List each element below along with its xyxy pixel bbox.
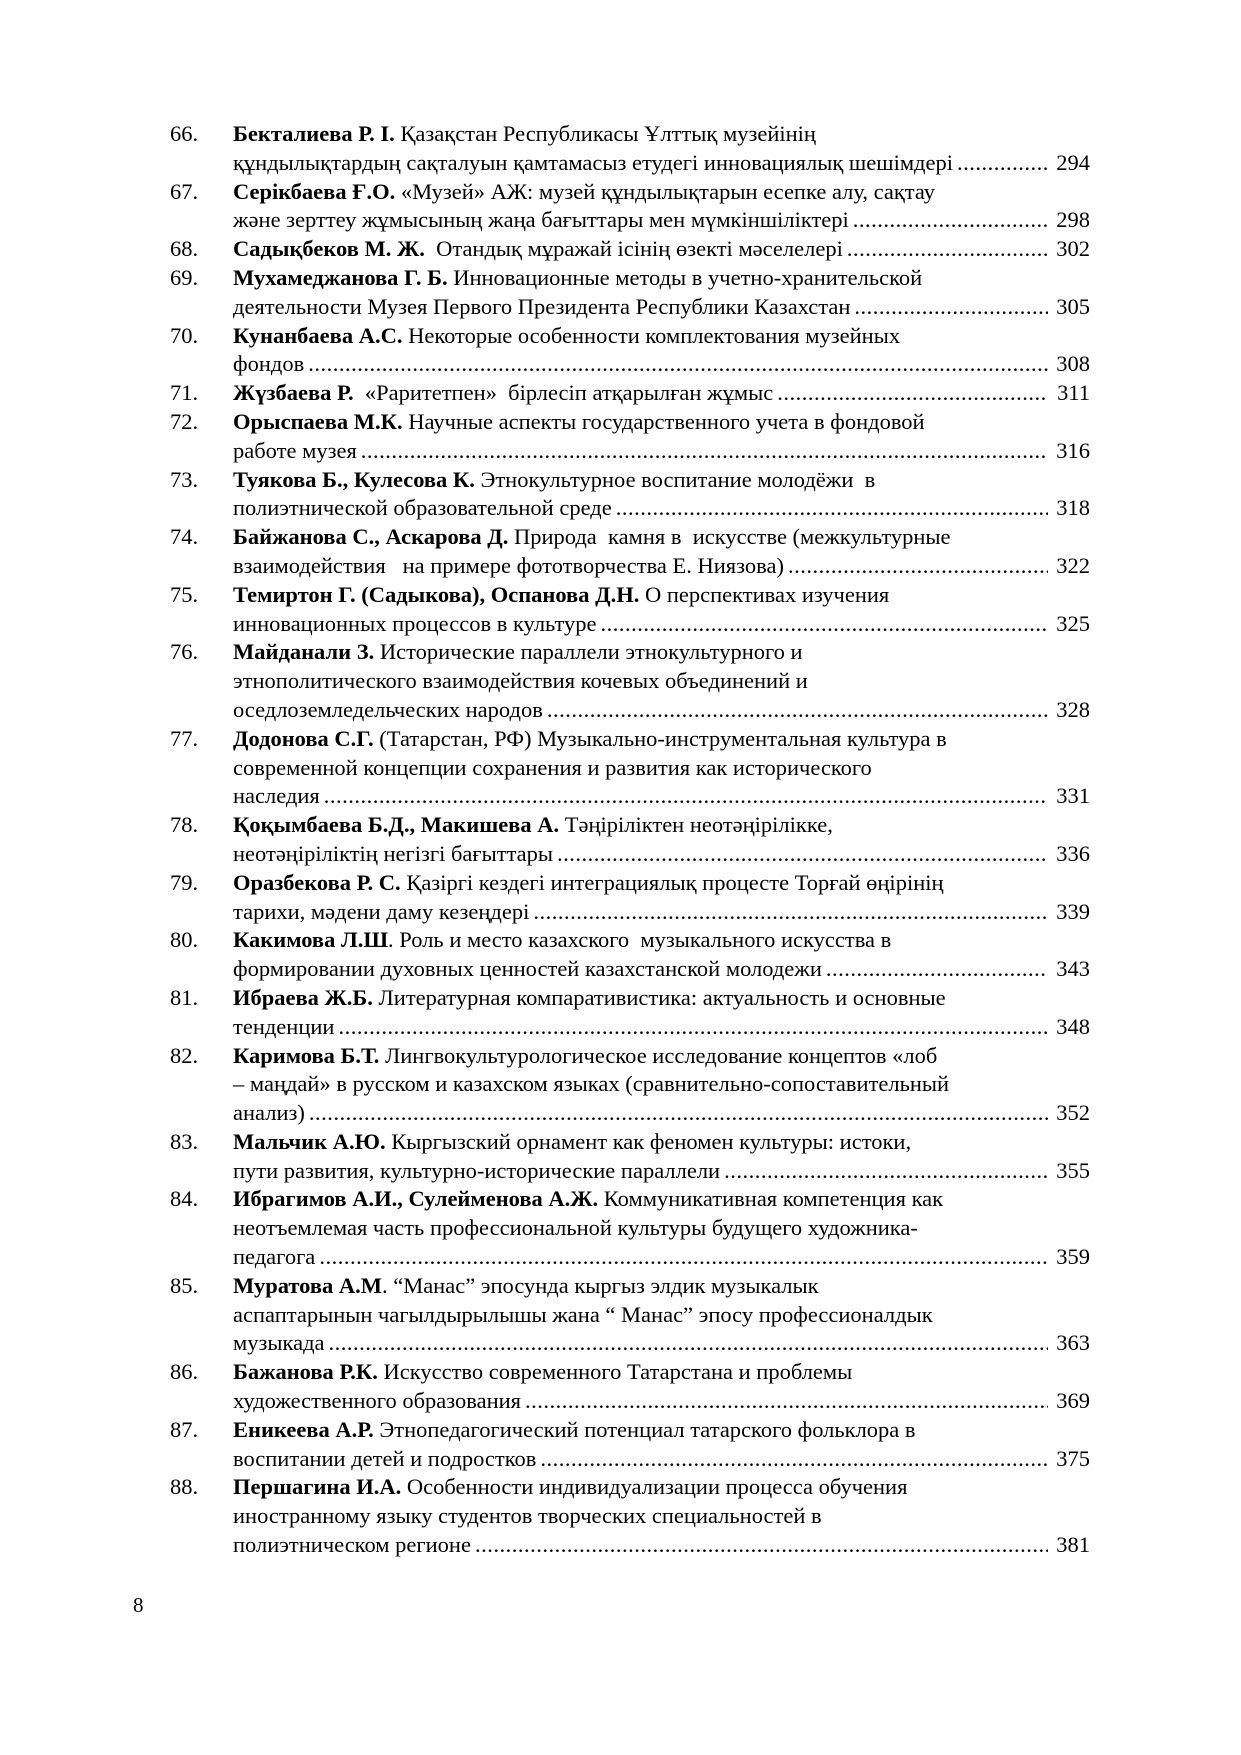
- entry-title: [233, 264, 1048, 322]
- entry-author: Додонова С.Г.: [233, 725, 374, 751]
- dot-leader: [557, 840, 1048, 869]
- toc-entry: [170, 811, 1090, 869]
- entry-text: . Роль и место казахского музыкального искусства в: [388, 927, 892, 953]
- entry-number: 77.: [170, 725, 199, 751]
- entry-text: наследия: [233, 783, 320, 809]
- entry-line: [233, 1445, 1048, 1474]
- entry-text: Қазақстан Республикасы Ұлттық музейінің: [394, 121, 816, 146]
- entry-number: 79.: [170, 869, 199, 895]
- toc-entry: [170, 725, 1090, 811]
- entry-text: Искусство современного Татарстана и проблемы: [377, 1359, 853, 1385]
- entry-page: 322: [1056, 552, 1090, 578]
- entry-text: Природа камня в искусстве (межкультурные: [508, 524, 951, 550]
- entry-line: [233, 581, 1048, 610]
- entry-text: взаимодействия на примере фототворчества Е. Ниязова): [233, 552, 784, 578]
- entry-number: 82.: [170, 1042, 199, 1068]
- toc-entry: [170, 1042, 1090, 1128]
- dot-leader: [309, 1099, 1048, 1128]
- toc-entry: [170, 984, 1090, 1042]
- entry-text: Этнопедагогический потенциал татарского фольклора в: [373, 1416, 916, 1442]
- entry-line: [233, 1358, 1048, 1387]
- dot-leader: [533, 898, 1048, 927]
- entry-text: Тәңіріліктен неотәңірілікке,: [559, 812, 833, 838]
- entry-title: [233, 581, 1048, 639]
- entry-title: [233, 638, 1048, 724]
- entry-line: [233, 1042, 1048, 1071]
- entry-line: [233, 1387, 1048, 1416]
- entry-author: Мальчик А.Ю.: [233, 1128, 386, 1154]
- entry-line: [233, 926, 1048, 955]
- entry-line: [233, 610, 1048, 639]
- toc-entry: [170, 1185, 1090, 1271]
- entry-line: [233, 1301, 1048, 1330]
- entry-text: «Музей» АЖ: музей құндылықтарын есепке алу, сақтау: [395, 178, 935, 204]
- entry-author: Туякова Б., Кулесова К.: [233, 466, 475, 492]
- entry-number: 71.: [170, 380, 199, 406]
- entry-text: неотъемлемая часть профессиональной культуры будущего художника-: [233, 1215, 918, 1241]
- entry-number: 88.: [170, 1474, 199, 1500]
- toc-entry: [170, 408, 1090, 466]
- entry-author: Какимова Л.Ш: [233, 927, 389, 953]
- dot-leader: [525, 1387, 1048, 1416]
- entry-title: [233, 725, 1048, 811]
- entry-line: [233, 840, 1048, 869]
- toc-entry: [170, 1416, 1090, 1474]
- entry-page: 363: [1056, 1330, 1090, 1356]
- entry-text: Некоторые особенности комплектования музейных: [402, 322, 901, 348]
- toc-entry: [170, 523, 1090, 581]
- dot-leader: [319, 1243, 1048, 1272]
- entry-page: 325: [1056, 610, 1090, 636]
- entry-page: 339: [1056, 898, 1090, 924]
- entry-page: 298: [1056, 207, 1090, 233]
- entry-text: тенденции: [233, 1013, 335, 1039]
- dot-leader: [324, 782, 1048, 811]
- entry-text: пути развития, культурно-исторические параллели: [233, 1157, 721, 1183]
- entry-line: [233, 984, 1048, 1013]
- dot-leader: [724, 1157, 1048, 1186]
- toc-entry: [170, 264, 1090, 322]
- entry-title: [233, 1042, 1048, 1128]
- entry-author: Бекталиева Р. І.: [233, 121, 395, 146]
- entry-number: 70.: [170, 322, 199, 348]
- entry-text: О перспективах изучения: [639, 581, 890, 607]
- entry-author: Байжанова С., Аскарова Д.: [233, 524, 509, 550]
- entry-number: 81.: [170, 984, 199, 1010]
- entry-page: 311: [1057, 380, 1090, 406]
- dot-leader: [547, 696, 1048, 725]
- entry-line: [233, 1329, 1048, 1358]
- entry-text: Кыргызский орнамент как феномен культуры: истоки,: [385, 1128, 912, 1154]
- toc-entry: [170, 638, 1090, 724]
- entry-text: оседлоземледельческих народов: [233, 696, 543, 722]
- entry-line: [233, 1157, 1048, 1186]
- entry-line: [233, 1502, 1048, 1531]
- entry-text: фондов: [233, 351, 305, 377]
- dot-leader: [540, 1445, 1048, 1474]
- entry-title: [233, 523, 1048, 581]
- entry-title: [233, 1128, 1048, 1186]
- entry-line: [233, 667, 1048, 696]
- toc-entry: [170, 1473, 1090, 1559]
- entry-author: Серікбаева Ғ.О.: [233, 178, 396, 204]
- dot-leader: [777, 379, 1048, 408]
- entry-line: [233, 782, 1048, 811]
- entry-number: 72.: [170, 408, 199, 434]
- entry-page: 336: [1056, 840, 1090, 866]
- dot-leader: [308, 350, 1048, 379]
- entry-page: 352: [1056, 1100, 1090, 1126]
- entry-text: аспаптарынын чагылдырылышы жана “ Манас” эпосу профессионалдык: [233, 1301, 933, 1327]
- entry-line: [233, 120, 1048, 149]
- entry-page: 331: [1056, 783, 1090, 809]
- entry-line: [233, 1531, 1048, 1560]
- entry-number: 76.: [170, 639, 199, 665]
- entry-number: 87.: [170, 1416, 199, 1442]
- entry-title: [233, 322, 1048, 380]
- entry-page: 355: [1056, 1157, 1090, 1183]
- entry-line: [233, 1214, 1048, 1243]
- entry-text: музыкада: [233, 1330, 325, 1356]
- entry-number: 84.: [170, 1186, 199, 1212]
- entry-line: [233, 264, 1048, 293]
- entry-title: [233, 984, 1048, 1042]
- entry-author: Ибрагимов А.И., Сулейменова А.Ж.: [233, 1186, 599, 1212]
- entry-line: [233, 1416, 1048, 1445]
- entry-text: воспитании детей и подростков: [233, 1445, 537, 1471]
- dot-leader: [329, 1329, 1048, 1358]
- entry-title: [233, 1416, 1048, 1474]
- entry-author: Каримова Б.Т.: [233, 1042, 380, 1068]
- entry-line: [233, 235, 1048, 264]
- entry-title: [233, 466, 1048, 524]
- entry-line: [233, 523, 1048, 552]
- entry-number: 74.: [170, 524, 199, 550]
- page-number: 8: [133, 1593, 144, 1617]
- entry-author: Першагина И.А.: [233, 1474, 402, 1500]
- entry-line: [233, 494, 1048, 523]
- entry-author: Оразбекова Р. С.: [233, 869, 401, 895]
- entry-page: 381: [1056, 1532, 1090, 1558]
- entry-page: 318: [1056, 495, 1090, 521]
- entry-text: тарихи, мәдени даму кезеңдері: [233, 898, 530, 924]
- entry-line: [233, 379, 1048, 408]
- entry-number: 86.: [170, 1359, 199, 1385]
- entry-title: [233, 235, 1048, 264]
- entry-line: [233, 350, 1048, 379]
- entry-line: [233, 322, 1048, 351]
- dot-leader: [826, 955, 1048, 984]
- entry-text: және зерттеу жұмысының жаңа бағыттары мен мүмкіншіліктері: [233, 207, 849, 233]
- entry-line: [233, 811, 1048, 840]
- entry-line: [233, 725, 1048, 754]
- toc-entry: [170, 466, 1090, 524]
- dot-leader: [361, 437, 1048, 466]
- toc-entry: [170, 1128, 1090, 1186]
- entry-text: Отандық мұражай ісінің өзекті мәселелері: [424, 236, 843, 262]
- entry-page: 308: [1056, 351, 1090, 377]
- entry-number: 67.: [170, 178, 199, 204]
- entry-author: Кунанбаева А.С.: [233, 322, 403, 348]
- entry-line: [233, 898, 1048, 927]
- entry-text: иностранному языку студентов творческих специальностей в: [233, 1503, 822, 1529]
- entry-line: [233, 1473, 1048, 1502]
- dot-leader: [854, 293, 1048, 322]
- entry-number: 68.: [170, 236, 199, 262]
- entry-author: Қоқымбаева Б.Д., Макишева А.: [233, 812, 560, 838]
- toc-entry: [170, 379, 1090, 408]
- entry-title: [233, 408, 1048, 466]
- entry-author: Еникеева А.Р.: [233, 1416, 374, 1442]
- entry-line: [233, 293, 1048, 322]
- entry-title: [233, 1272, 1048, 1358]
- entry-text: «Раритетпен» бірлесіп атқарылған жұмыс: [353, 380, 774, 406]
- entry-text: Қазіргі кездегі интеграциялық процесте Торғай өңірінің: [400, 869, 944, 895]
- entry-line: [233, 1128, 1048, 1157]
- dot-leader: [475, 1531, 1048, 1560]
- entry-text: работе музея: [233, 437, 357, 463]
- entry-page: 375: [1056, 1445, 1090, 1471]
- dot-leader: [957, 149, 1048, 178]
- dot-leader: [600, 610, 1048, 639]
- entry-author: Темиртон Г. (Садыкова), Оспанова Д.Н.: [233, 581, 640, 607]
- entry-text: инновационных процессов в культуре: [233, 610, 597, 636]
- entry-text: – маңдай» в русском и казахском языках (сравнительно-сопоставительный: [233, 1071, 950, 1097]
- dot-leader: [338, 1013, 1048, 1042]
- entry-author: Муратова А.М: [233, 1272, 382, 1298]
- toc-entry: [170, 1272, 1090, 1358]
- entry-text: анализ): [233, 1100, 305, 1126]
- entry-text: Этнокультурное воспитание молодёжи в: [474, 466, 876, 492]
- entry-text: Инновационные методы в учетно-хранительской: [447, 264, 923, 290]
- entry-title: [233, 379, 1048, 408]
- entry-line: [233, 638, 1048, 667]
- entry-line: [233, 149, 1048, 178]
- entry-title: [233, 869, 1048, 927]
- entry-number: 83.: [170, 1128, 199, 1154]
- entry-line: [233, 1243, 1048, 1272]
- entry-page: 369: [1056, 1388, 1090, 1414]
- entry-text: полиэтническом регионе: [233, 1532, 471, 1558]
- entry-text: Особенности индивидуализации процесса обучения: [401, 1474, 908, 1500]
- entry-text: полиэтнической образовательной среде: [233, 495, 612, 521]
- entry-title: [233, 1358, 1048, 1416]
- entry-line: [233, 408, 1048, 437]
- entry-number: 66.: [170, 121, 199, 146]
- toc-entry: [170, 120, 1090, 178]
- entry-text: этнополитического взаимодействия кочевых объединений и: [233, 668, 808, 694]
- entry-text: неотәңіріліктің негізгі бағыттары: [233, 840, 554, 866]
- entry-text: Исторические параллели этнокультурного и: [374, 639, 803, 665]
- entry-page: 328: [1056, 696, 1090, 722]
- toc-entry: [170, 926, 1090, 984]
- dot-leader: [853, 206, 1048, 235]
- entry-page: 343: [1056, 956, 1090, 982]
- entry-author: Ибраева Ж.Б.: [233, 984, 373, 1010]
- entry-number: 73.: [170, 466, 199, 492]
- entry-number: 75.: [170, 581, 199, 607]
- entry-title: [233, 1185, 1048, 1271]
- entry-text: Лингвокультурологическое исследование концептов «лоб: [379, 1042, 938, 1068]
- entry-line: [233, 955, 1048, 984]
- toc-entry: [170, 322, 1090, 380]
- entry-title: [233, 811, 1048, 869]
- entry-line: [233, 206, 1048, 235]
- entry-title: [233, 926, 1048, 984]
- entry-author: Бажанова Р.К.: [233, 1359, 378, 1385]
- entry-text: художественного образования: [233, 1388, 522, 1414]
- toc-entry: [170, 1358, 1090, 1416]
- dot-leader: [616, 494, 1048, 523]
- toc-entry: [170, 178, 1090, 236]
- entry-author: Орыспаева М.К.: [233, 408, 403, 434]
- entry-line: [233, 754, 1048, 783]
- entry-text: формировании духовных ценностей казахстанской молодежи: [233, 956, 822, 982]
- entry-number: 69.: [170, 264, 199, 290]
- entry-line: [233, 1272, 1048, 1301]
- entry-page: 302: [1056, 236, 1090, 262]
- toc-entry: [170, 235, 1090, 264]
- toc-entry: [170, 581, 1090, 639]
- entry-author: Садықбеков М. Ж.: [233, 236, 425, 262]
- table-of-contents: [170, 120, 1090, 1560]
- entry-line: [233, 1185, 1048, 1214]
- entry-line: [233, 696, 1048, 725]
- toc-entry: [170, 869, 1090, 927]
- dot-leader: [847, 235, 1048, 264]
- entry-text: современной концепции сохранения и развития как исторического: [233, 754, 872, 780]
- entry-text: педагога: [233, 1244, 316, 1270]
- entry-page: 294: [1056, 149, 1090, 175]
- entry-line: [233, 1013, 1048, 1042]
- entry-line: [233, 466, 1048, 495]
- entry-number: 78.: [170, 812, 199, 838]
- entry-text: Литературная компаративистика: актуальность и основные: [372, 984, 946, 1010]
- entry-author: Жүзбаева Р.: [233, 380, 354, 406]
- entry-text: құндылықтардың сақталуын қамтамасыз етудегі инновациялық шешімдері: [233, 149, 953, 175]
- entry-line: [233, 1070, 1048, 1099]
- entry-title: [233, 120, 1048, 178]
- entry-line: [233, 869, 1048, 898]
- entry-number: 85.: [170, 1272, 199, 1298]
- entry-text: Коммуникативная компетенция как: [598, 1186, 944, 1212]
- entry-page: 359: [1056, 1244, 1090, 1270]
- entry-text: . “Манас” эпосунда кыргыз элдик музыкалык: [381, 1272, 819, 1298]
- entry-line: [233, 178, 1048, 207]
- entry-title: [233, 1473, 1048, 1559]
- entry-text: (Татарстан, РФ) Музыкально-инструментальная культура в: [373, 725, 947, 751]
- entry-author: Мухамеджанова Г. Б.: [233, 264, 448, 290]
- entry-text: деятельности Музея Первого Президента Республики Казахстан: [233, 293, 851, 319]
- dot-leader: [788, 552, 1048, 581]
- entry-line: [233, 1099, 1048, 1128]
- entry-text: Научные аспекты государственного учета в фондовой: [402, 408, 925, 434]
- entry-line: [233, 437, 1048, 466]
- entry-number: 80.: [170, 927, 199, 953]
- entry-line: [233, 552, 1048, 581]
- entry-page: 316: [1056, 437, 1090, 463]
- entry-title: [233, 178, 1048, 236]
- entry-author: Майданали З.: [233, 639, 375, 665]
- entry-page: 348: [1056, 1013, 1090, 1039]
- entry-page: 305: [1056, 293, 1090, 319]
